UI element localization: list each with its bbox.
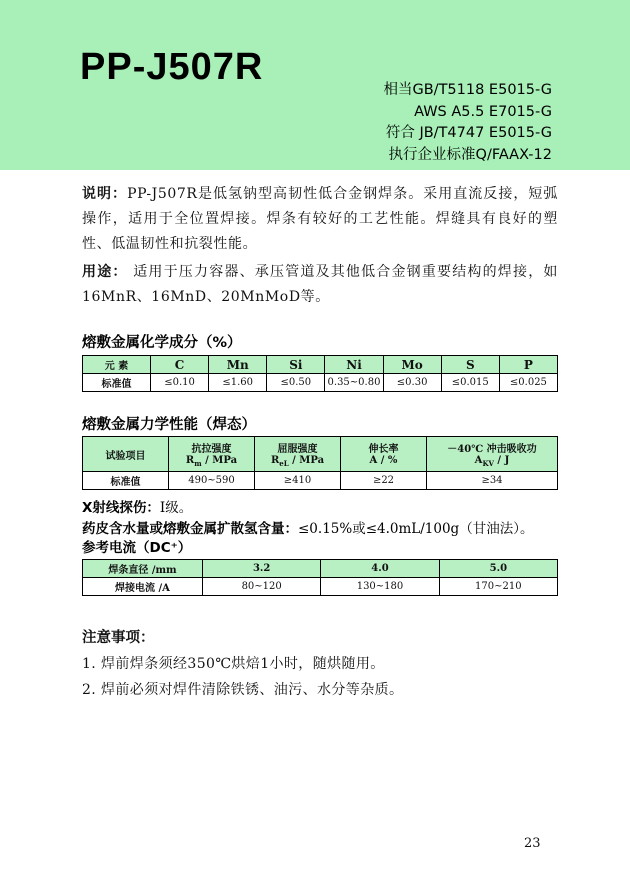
chem-section-title: 熔敷金属化学成分（%） [82, 335, 242, 351]
current-value: 130~180 [321, 578, 439, 596]
element-header: P [499, 356, 557, 374]
mech-value: 490~590 [169, 472, 255, 490]
standard-line: AWS A5.5 E7015-G [414, 103, 552, 120]
mech-row-header: 试验项目 [83, 437, 169, 472]
description-label: 说明： [82, 186, 128, 202]
usage-text: 适用于压力容器、承压管道及其他低合金钢重要结构的焊接，如16MnR、16MnD、20MnMoD等。 [82, 264, 558, 305]
xray-value: Ⅰ级。 [159, 500, 193, 516]
diameter-label: 焊条直径 /mm [83, 560, 203, 578]
mech-header-unit: $A_{KV}$ / J [474, 455, 510, 468]
hydrogen-value: ≤0.15%或≤4.0mL/100g（甘油法）。 [298, 521, 534, 537]
element-header: Mn [209, 356, 267, 374]
chem-value: ≤1.60 [209, 374, 267, 392]
element-header: Si [267, 356, 325, 374]
description-paragraph [82, 182, 558, 257]
chem-value: 0.35~0.80 [325, 374, 383, 392]
xray-line [82, 496, 192, 516]
chem-value: ≤0.50 [267, 374, 325, 392]
xray-label: X射线探伤： [82, 500, 160, 516]
product-title: PP-J507R [80, 46, 264, 88]
mech-header [341, 437, 427, 472]
diameter-value: 5.0 [439, 560, 557, 578]
chem-row-header: 元 素 [83, 356, 151, 374]
mech-header [427, 437, 558, 472]
usage-paragraph [82, 260, 558, 310]
note-item: 2. 焊前必须对焊件清除铁锈、油污、水分等杂质。 [82, 682, 404, 698]
mech-header [169, 437, 255, 472]
usage-label: 用途： [82, 264, 128, 280]
mech-header-name: 抗拉强度 [191, 444, 232, 455]
mech-value: ≥22 [341, 472, 427, 490]
current-section-title: 参考电流（DC⁺） [82, 540, 192, 556]
mech-value: ≥410 [255, 472, 341, 490]
hydrogen-line [82, 517, 533, 537]
mech-section-title: 熔敷金属力学性能（焊态） [82, 417, 256, 433]
mech-value: ≥34 [427, 472, 558, 490]
hydrogen-label: 药皮含水量或熔敷金属扩散氢含量： [82, 521, 298, 537]
chem-row-label: 标准值 [83, 374, 151, 392]
notes-title: 注意事项： [82, 630, 155, 646]
current-label: 焊接电流 /A [83, 578, 203, 596]
standard-line: 相当GB/T5118 E5015-G [383, 82, 552, 98]
element-header: S [441, 356, 499, 374]
standard-line: 执行企业标准Q/FAAX-12 [388, 146, 552, 163]
page-number: 23 [524, 836, 541, 851]
diameter-value: 3.2 [203, 560, 321, 578]
mech-header [255, 437, 341, 472]
mech-header-name: 伸长率 [368, 444, 399, 455]
mech-row-label: 标准值 [83, 472, 169, 490]
chem-value: ≤0.015 [441, 374, 499, 392]
chem-value: ≤0.10 [151, 374, 209, 392]
mech-header-unit: $R_m$ / MPa [185, 455, 238, 468]
chem-value: ≤0.30 [383, 374, 441, 392]
current-table [82, 559, 558, 596]
element-header: Mo [383, 356, 441, 374]
mech-header-unit: $R_{eL}$ / MPa [270, 455, 325, 468]
mech-header-unit: A / % [369, 455, 398, 466]
standard-line: 符合 JB/T4747 E5015-G [385, 125, 552, 141]
mech-table [82, 436, 558, 490]
current-value: 80~120 [203, 578, 321, 596]
mech-header-name: 屈服强度 [277, 444, 318, 455]
element-header: C [151, 356, 209, 374]
header-band [0, 0, 630, 170]
note-item: 1. 焊前焊条须经350℃烘焙1小时，随烘随用。 [82, 656, 385, 672]
current-value: 170~210 [439, 578, 557, 596]
chem-value: ≤0.025 [499, 374, 557, 392]
standards-block [384, 80, 553, 166]
diameter-value: 4.0 [321, 560, 439, 578]
description-text: PP-J507R是低氢钠型高韧性低合金钢焊条。采用直流反接，短弧操作，适用于全位置焊接。焊条有较好的工艺性能。焊缝具有良好的塑性、低温韧性和抗裂性能。 [82, 186, 558, 252]
chem-table [82, 355, 558, 392]
element-header: Ni [325, 356, 383, 374]
mech-header-name: －40℃ 冲击吸收功 [447, 444, 537, 455]
